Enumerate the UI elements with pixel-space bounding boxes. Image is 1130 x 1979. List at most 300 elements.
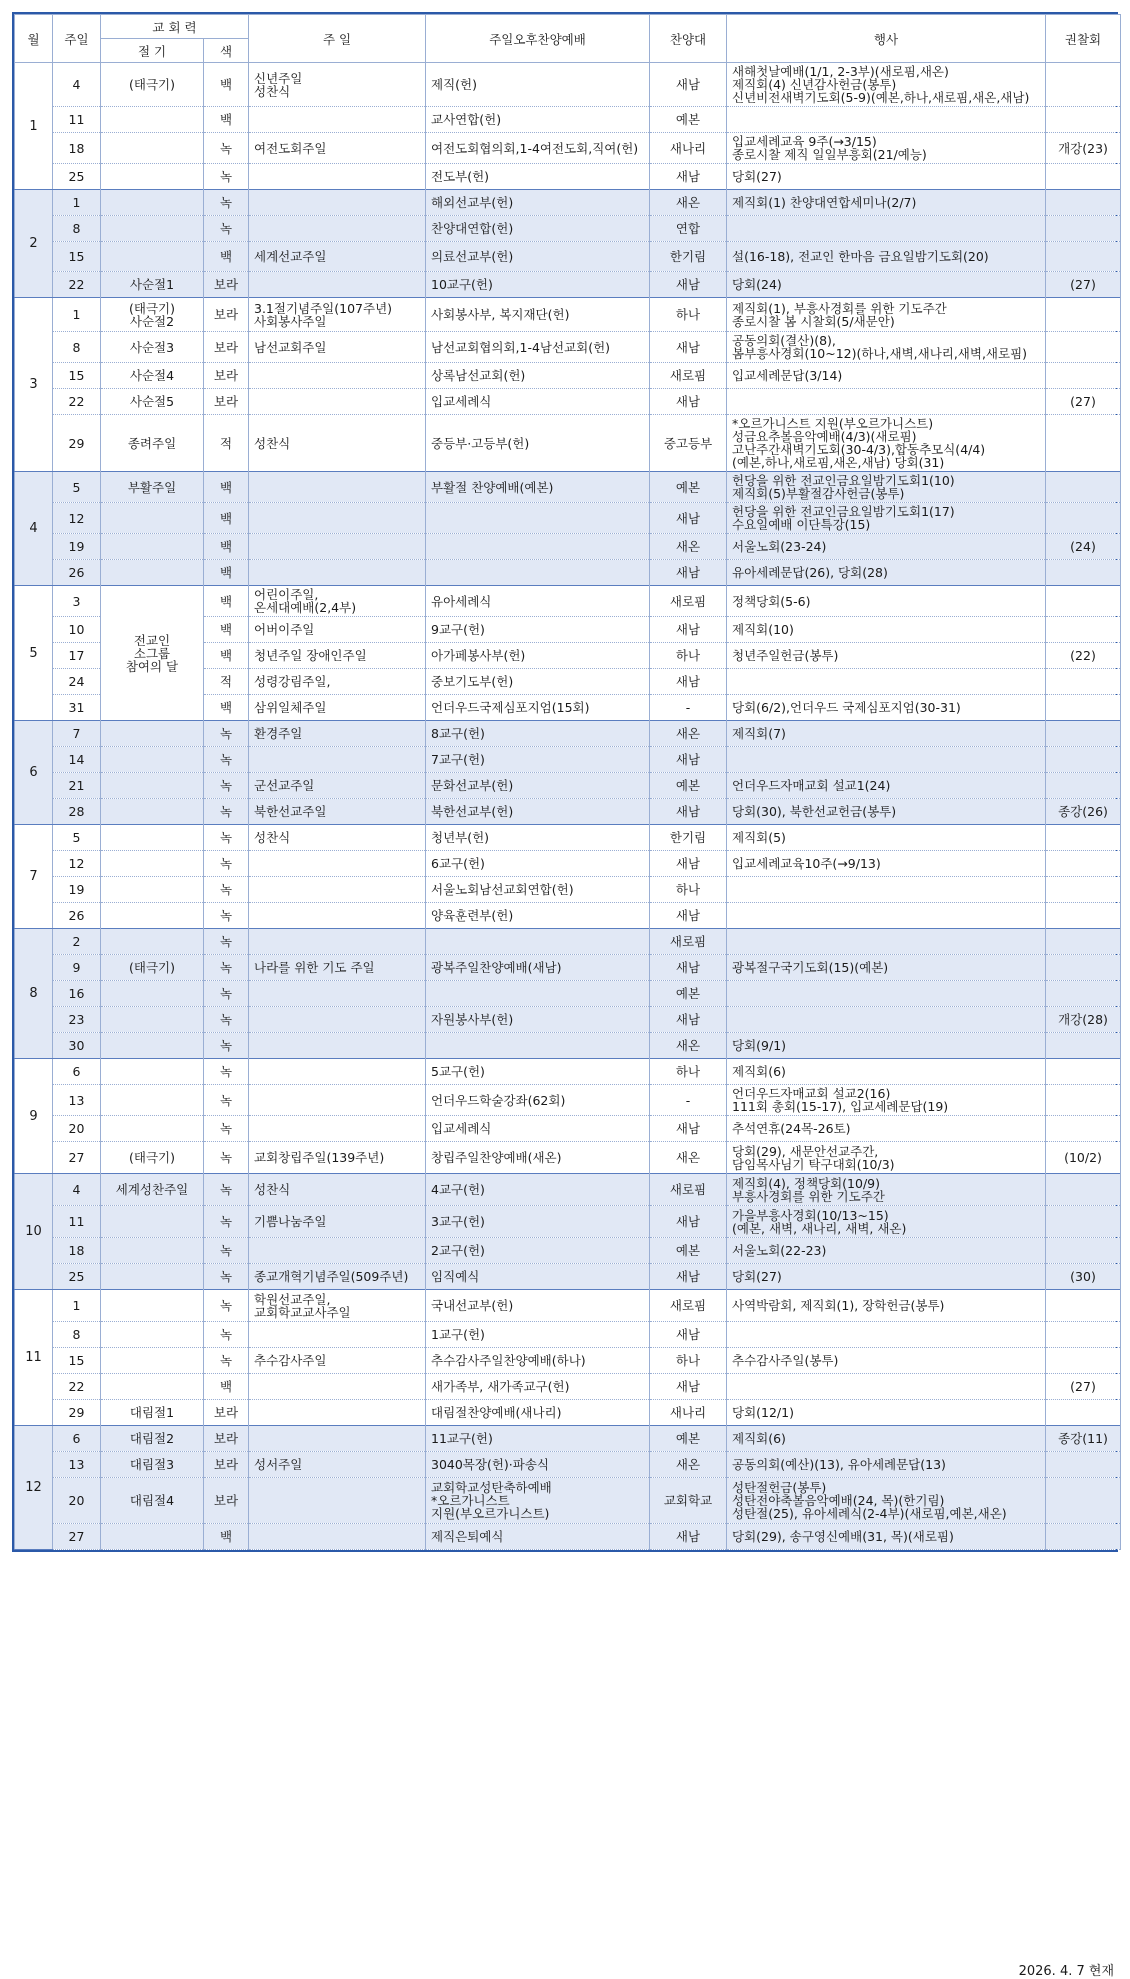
season-cell (101, 903, 204, 929)
week-day-cell: 6 (53, 1059, 101, 1085)
table-row (15, 133, 1121, 164)
table-row (15, 929, 1121, 955)
color-cell: 녹 (204, 1264, 249, 1290)
table-row (15, 1374, 1121, 1400)
choir-cell: 예본 (650, 1238, 727, 1264)
table-row (15, 415, 1121, 472)
week-day-cell: 24 (53, 669, 101, 695)
color-cell: 백 (204, 617, 249, 643)
week-day-cell: 20 (53, 1478, 101, 1524)
table-row (15, 586, 1121, 617)
table-row (15, 1264, 1121, 1290)
week-day-cell: 1 (53, 298, 101, 332)
sunday-cell: 교회창립주일(139주년) (249, 1142, 426, 1174)
month-cell: 7 (15, 825, 53, 929)
afternoon-worship-cell: 여전도회협의회,1-4여전도회,직여(헌) (426, 133, 650, 164)
header-month: 월 (15, 15, 53, 63)
season-cell (101, 1116, 204, 1142)
exhorter-cell: (24) (1046, 534, 1121, 560)
week-day-cell: 22 (53, 1374, 101, 1400)
week-day-cell: 11 (53, 107, 101, 133)
choir-cell: 새로핌 (650, 363, 727, 389)
color-cell: 백 (204, 643, 249, 669)
color-cell: 녹 (204, 903, 249, 929)
header-afternoon-worship: 주일오후찬양예배 (426, 15, 650, 63)
choir-cell: 새나리 (650, 1400, 727, 1426)
header-week: 주일 (53, 15, 101, 63)
week-day-cell: 4 (53, 63, 101, 107)
sunday-cell (249, 1238, 426, 1264)
week-day-cell: 10 (53, 617, 101, 643)
table-row (15, 1085, 1121, 1116)
week-day-cell: 12 (53, 503, 101, 534)
sunday-cell (249, 164, 426, 190)
choir-cell: 새온 (650, 1452, 727, 1478)
exhorter-cell (1046, 107, 1121, 133)
events-cell: 새해첫날예배(1/1, 2-3부)(새로핌,새온) 제직회(4) 신년감사헌금(봉투) 신년비전새벽기도회(5-9)(예본,하나,새로핌,새온,새남) (727, 63, 1046, 107)
sunday-cell: 나라를 위한 기도 주일 (249, 955, 426, 981)
events-cell: 언더우드자매교회 설교2(16) 111회 총회(15-17), 입교세례문답(19) (727, 1085, 1046, 1116)
sunday-cell: 성찬식 (249, 825, 426, 851)
events-cell: 제직회(10) (727, 617, 1046, 643)
table-row (15, 298, 1121, 332)
season-cell (101, 534, 204, 560)
events-cell: 당회(6/2),언더우드 국제심포지엄(30-31) (727, 695, 1046, 721)
sunday-cell (249, 1033, 426, 1059)
table-row (15, 472, 1121, 503)
header-events: 행사 (727, 15, 1046, 63)
season-cell: 대림절1 (101, 1400, 204, 1426)
events-cell: 서울노회(23-24) (727, 534, 1046, 560)
table-row (15, 1426, 1121, 1452)
week-day-cell: 26 (53, 560, 101, 586)
season-cell (101, 560, 204, 586)
afternoon-worship-cell: 7교구(헌) (426, 747, 650, 773)
exhorter-cell (1046, 825, 1121, 851)
afternoon-worship-cell (426, 534, 650, 560)
table-row (15, 107, 1121, 133)
season-cell: 전교인 소그룹 참여의 달 (101, 586, 204, 721)
season-cell (101, 1238, 204, 1264)
events-cell: 설(16-18), 전교인 한마음 금요일밤기도회(20) (727, 242, 1046, 272)
exhorter-cell (1046, 63, 1121, 107)
table-row (15, 216, 1121, 242)
afternoon-worship-cell: 2교구(헌) (426, 1238, 650, 1264)
sunday-cell: 청년주일 장애인주일 (249, 643, 426, 669)
choir-cell: 하나 (650, 1348, 727, 1374)
events-cell: 유아세례문답(26), 당회(28) (727, 560, 1046, 586)
season-cell (101, 1085, 204, 1116)
afternoon-worship-cell: 11교구(헌) (426, 1426, 650, 1452)
choir-cell: 새로핌 (650, 1290, 727, 1322)
week-day-cell: 2 (53, 929, 101, 955)
color-cell: 백 (204, 586, 249, 617)
week-day-cell: 8 (53, 1322, 101, 1348)
color-cell: 녹 (204, 721, 249, 747)
season-cell (101, 747, 204, 773)
week-day-cell: 26 (53, 903, 101, 929)
color-cell: 적 (204, 669, 249, 695)
choir-cell: 하나 (650, 643, 727, 669)
color-cell: 백 (204, 560, 249, 586)
choir-cell: 한기림 (650, 825, 727, 851)
week-day-cell: 6 (53, 1426, 101, 1452)
season-cell (101, 981, 204, 1007)
exhorter-cell: (10/2) (1046, 1142, 1121, 1174)
events-cell: 당회(30), 북한선교헌금(봉투) (727, 799, 1046, 825)
table-row (15, 747, 1121, 773)
exhorter-cell: 개강(23) (1046, 133, 1121, 164)
week-day-cell: 30 (53, 1033, 101, 1059)
season-cell: (태극기) (101, 955, 204, 981)
season-cell (101, 1206, 204, 1238)
choir-cell: 새남 (650, 164, 727, 190)
color-cell: 보라 (204, 1400, 249, 1426)
events-cell: 공동의회(예산)(13), 유아세례문답(13) (727, 1452, 1046, 1478)
exhorter-cell (1046, 1174, 1121, 1206)
header-exhorter-meeting: 권찰회 (1046, 15, 1121, 63)
choir-cell: 새로핌 (650, 929, 727, 955)
afternoon-worship-cell: 새가족부, 새가족교구(헌) (426, 1374, 650, 1400)
season-cell (101, 164, 204, 190)
week-day-cell: 7 (53, 721, 101, 747)
week-day-cell: 19 (53, 534, 101, 560)
choir-cell: 새남 (650, 1007, 727, 1033)
color-cell: 녹 (204, 825, 249, 851)
afternoon-worship-cell (426, 503, 650, 534)
table-row (15, 903, 1121, 929)
events-cell: 성탄절헌금(봉투) 성탄전야축볼음악예배(24, 목)(한기림) 성탄절(25), 유아세례식(2-4부)(새로핌,예본,새온) (727, 1478, 1046, 1524)
table-row (15, 955, 1121, 981)
choir-cell: 새남 (650, 1264, 727, 1290)
sunday-cell (249, 903, 426, 929)
color-cell: 녹 (204, 851, 249, 877)
events-cell: 당회(27) (727, 164, 1046, 190)
sunday-cell: 어린이주일, 온세대예배(2,4부) (249, 586, 426, 617)
sunday-cell (249, 1059, 426, 1085)
sunday-cell: 여전도회주일 (249, 133, 426, 164)
month-cell: 12 (15, 1426, 53, 1550)
color-cell: 보라 (204, 332, 249, 363)
exhorter-cell (1046, 1478, 1121, 1524)
color-cell: 보라 (204, 363, 249, 389)
choir-cell: 새남 (650, 747, 727, 773)
exhorter-cell (1046, 877, 1121, 903)
week-day-cell: 21 (53, 773, 101, 799)
season-cell (101, 721, 204, 747)
exhorter-cell (1046, 1524, 1121, 1550)
table-row (15, 799, 1121, 825)
color-cell: 보라 (204, 1452, 249, 1478)
season-cell (101, 929, 204, 955)
sunday-cell (249, 1322, 426, 1348)
table-row (15, 1478, 1121, 1524)
events-cell: 청년주일헌금(봉투) (727, 643, 1046, 669)
sunday-cell: 종교개혁기념주일(509주년) (249, 1264, 426, 1290)
sunday-cell (249, 1085, 426, 1116)
sunday-cell: 성찬식 (249, 415, 426, 472)
afternoon-worship-cell: 3040목장(헌)·파송식 (426, 1452, 650, 1478)
exhorter-cell (1046, 617, 1121, 643)
afternoon-worship-cell: 입교세례식 (426, 1116, 650, 1142)
table-row (15, 721, 1121, 747)
season-cell (101, 825, 204, 851)
week-day-cell: 23 (53, 1007, 101, 1033)
exhorter-cell (1046, 298, 1121, 332)
sunday-cell (249, 1426, 426, 1452)
table-row (15, 389, 1121, 415)
events-cell: 추석연휴(24목-26토) (727, 1116, 1046, 1142)
exhorter-cell (1046, 1348, 1121, 1374)
afternoon-worship-cell: 남선교회협의회,1-4남선교회(헌) (426, 332, 650, 363)
week-day-cell: 8 (53, 216, 101, 242)
events-cell: 헌당을 위한 전교인금요일밤기도회1(10) 제직회(5)부활절감사헌금(봉투) (727, 472, 1046, 503)
sunday-cell: 3.1절기념주일(107주년) 사회봉사주일 (249, 298, 426, 332)
week-day-cell: 19 (53, 877, 101, 903)
exhorter-cell (1046, 586, 1121, 617)
month-cell: 1 (15, 63, 53, 190)
season-cell (101, 799, 204, 825)
afternoon-worship-cell: 입교세례식 (426, 389, 650, 415)
exhorter-cell (1046, 503, 1121, 534)
choir-cell: 중고등부 (650, 415, 727, 472)
exhorter-cell: 종강(11) (1046, 1426, 1121, 1452)
afternoon-worship-cell: 국내선교부(헌) (426, 1290, 650, 1322)
afternoon-worship-cell: 양육훈련부(헌) (426, 903, 650, 929)
exhorter-cell (1046, 1033, 1121, 1059)
events-cell (727, 981, 1046, 1007)
week-day-cell: 3 (53, 586, 101, 617)
choir-cell: 새남 (650, 851, 727, 877)
color-cell: 보라 (204, 1426, 249, 1452)
color-cell: 백 (204, 107, 249, 133)
color-cell: 보라 (204, 1478, 249, 1524)
events-cell: 제직회(7) (727, 721, 1046, 747)
sunday-cell (249, 363, 426, 389)
choir-cell: 새온 (650, 534, 727, 560)
events-cell (727, 747, 1046, 773)
month-cell: 11 (15, 1290, 53, 1426)
events-cell: 제직회(4), 정책당회(10/9) 부흥사경회를 위한 기도주간 (727, 1174, 1046, 1206)
header-sunday: 주 일 (249, 15, 426, 63)
sunday-cell (249, 190, 426, 216)
season-cell (101, 1348, 204, 1374)
sunday-cell (249, 503, 426, 534)
week-day-cell: 27 (53, 1524, 101, 1550)
events-cell: 제직회(6) (727, 1059, 1046, 1085)
choir-cell: 하나 (650, 877, 727, 903)
as-of-date: 2026. 4. 7 현재 (1018, 1964, 1114, 1979)
color-cell: 녹 (204, 1238, 249, 1264)
exhorter-cell (1046, 1059, 1121, 1085)
afternoon-worship-cell: 10교구(헌) (426, 272, 650, 298)
events-cell: 제직회(1), 부흥사경회를 위한 기도주간 종로시찰 봄 시찰회(5/새문안) (727, 298, 1046, 332)
month-cell: 2 (15, 190, 53, 298)
week-day-cell: 13 (53, 1085, 101, 1116)
afternoon-worship-cell: 서울노회남선교회연합(헌) (426, 877, 650, 903)
week-day-cell: 31 (53, 695, 101, 721)
color-cell: 녹 (204, 1290, 249, 1322)
week-day-cell: 27 (53, 1142, 101, 1174)
events-cell: 제직회(5) (727, 825, 1046, 851)
table-row (15, 332, 1121, 363)
events-cell: 헌당을 위한 전교인금요일밤기도회1(17) 수요일예배 이단특강(15) (727, 503, 1046, 534)
afternoon-worship-cell: 1교구(헌) (426, 1322, 650, 1348)
events-cell: 당회(29), 송구영신예배(31, 목)(새로핌) (727, 1524, 1046, 1550)
month-cell: 5 (15, 586, 53, 721)
table-row (15, 877, 1121, 903)
season-cell (101, 216, 204, 242)
table-row (15, 851, 1121, 877)
afternoon-worship-cell: 중등부·고등부(헌) (426, 415, 650, 472)
afternoon-worship-cell: 4교구(헌) (426, 1174, 650, 1206)
season-cell: 사순절3 (101, 332, 204, 363)
season-cell: (태극기) (101, 1142, 204, 1174)
week-day-cell: 22 (53, 272, 101, 298)
exhorter-cell: (27) (1046, 389, 1121, 415)
color-cell: 녹 (204, 1142, 249, 1174)
choir-cell: 새남 (650, 1116, 727, 1142)
color-cell: 녹 (204, 216, 249, 242)
season-cell: 대림절2 (101, 1426, 204, 1452)
exhorter-cell (1046, 472, 1121, 503)
afternoon-worship-cell: 대림절찬양예배(새나리) (426, 1400, 650, 1426)
exhorter-cell (1046, 164, 1121, 190)
color-cell: 녹 (204, 1033, 249, 1059)
events-cell: 제직회(6) (727, 1426, 1046, 1452)
sunday-cell (249, 929, 426, 955)
color-cell: 녹 (204, 1322, 249, 1348)
choir-cell: 새나리 (650, 133, 727, 164)
afternoon-worship-cell: 5교구(헌) (426, 1059, 650, 1085)
sunday-cell: 삼위일체주일 (249, 695, 426, 721)
sunday-cell: 세계선교주일 (249, 242, 426, 272)
events-cell: 정책당회(5-6) (727, 586, 1046, 617)
week-day-cell: 29 (53, 415, 101, 472)
afternoon-worship-cell: 북한선교부(헌) (426, 799, 650, 825)
exhorter-cell (1046, 981, 1121, 1007)
table-row (15, 981, 1121, 1007)
choir-cell: 새남 (650, 560, 727, 586)
exhorter-cell (1046, 1116, 1121, 1142)
table-row (15, 1238, 1121, 1264)
sunday-cell (249, 272, 426, 298)
season-cell (101, 877, 204, 903)
afternoon-worship-cell: 광복주일찬양예배(새남) (426, 955, 650, 981)
color-cell: 녹 (204, 877, 249, 903)
table-row (15, 1524, 1121, 1550)
table-row (15, 503, 1121, 534)
color-cell: 백 (204, 1524, 249, 1550)
table-row (15, 534, 1121, 560)
events-cell: 당회(24) (727, 272, 1046, 298)
week-day-cell: 14 (53, 747, 101, 773)
week-day-cell: 15 (53, 1348, 101, 1374)
afternoon-worship-cell: 청년부(헌) (426, 825, 650, 851)
choir-cell: 교회학교 (650, 1478, 727, 1524)
month-cell: 6 (15, 721, 53, 825)
choir-cell: 새남 (650, 1524, 727, 1550)
sunday-cell: 군선교주일 (249, 773, 426, 799)
color-cell: 적 (204, 415, 249, 472)
sunday-cell: 추수감사주일 (249, 1348, 426, 1374)
afternoon-worship-cell: 창립주일찬양예배(새온) (426, 1142, 650, 1174)
table-row (15, 242, 1121, 272)
choir-cell: 새남 (650, 332, 727, 363)
month-cell: 10 (15, 1174, 53, 1290)
table-row (15, 1400, 1121, 1426)
events-cell: 입교세례문답(3/14) (727, 363, 1046, 389)
color-cell: 보라 (204, 298, 249, 332)
choir-cell: 새온 (650, 1142, 727, 1174)
season-cell (101, 133, 204, 164)
table-row (15, 1206, 1121, 1238)
sunday-cell: 성령강림주일, (249, 669, 426, 695)
choir-cell: 예본 (650, 1426, 727, 1452)
events-cell (727, 107, 1046, 133)
afternoon-worship-cell: 임직예식 (426, 1264, 650, 1290)
events-cell (727, 1374, 1046, 1400)
exhorter-cell (1046, 1085, 1121, 1116)
week-day-cell: 29 (53, 1400, 101, 1426)
exhorter-cell: 종강(26) (1046, 799, 1121, 825)
week-day-cell: 12 (53, 851, 101, 877)
events-cell: 입교세례교육 9주(→3/15) 종로시찰 제직 일일부흥회(21/예능) (727, 133, 1046, 164)
choir-cell: 새남 (650, 63, 727, 107)
color-cell: 녹 (204, 133, 249, 164)
month-cell: 3 (15, 298, 53, 472)
color-cell: 백 (204, 242, 249, 272)
table-row (15, 1322, 1121, 1348)
color-cell: 백 (204, 695, 249, 721)
week-day-cell: 22 (53, 389, 101, 415)
week-day-cell: 4 (53, 1174, 101, 1206)
table-row (15, 1348, 1121, 1374)
choir-cell: 새남 (650, 799, 727, 825)
afternoon-worship-cell: 상록남선교회(헌) (426, 363, 650, 389)
exhorter-cell (1046, 1322, 1121, 1348)
afternoon-worship-cell (426, 929, 650, 955)
choir-cell: 새남 (650, 1374, 727, 1400)
week-day-cell: 8 (53, 332, 101, 363)
exhorter-cell: (27) (1046, 1374, 1121, 1400)
sunday-cell: 학원선교주일, 교회학교교사주일 (249, 1290, 426, 1322)
events-cell (727, 903, 1046, 929)
table-row (15, 1116, 1121, 1142)
exhorter-cell (1046, 695, 1121, 721)
week-day-cell: 15 (53, 242, 101, 272)
events-cell: 당회(29), 새문안선교주간, 담임목사님기 탁구대회(10/3) (727, 1142, 1046, 1174)
choir-cell: - (650, 695, 727, 721)
color-cell: 녹 (204, 1116, 249, 1142)
afternoon-worship-cell: 8교구(헌) (426, 721, 650, 747)
exhorter-cell (1046, 190, 1121, 216)
choir-cell: 새로핌 (650, 586, 727, 617)
sunday-cell (249, 747, 426, 773)
color-cell: 녹 (204, 1174, 249, 1206)
afternoon-worship-cell: 문화선교부(헌) (426, 773, 650, 799)
events-cell (727, 1322, 1046, 1348)
afternoon-worship-cell: 9교구(헌) (426, 617, 650, 643)
choir-cell: 한기림 (650, 242, 727, 272)
table-row (15, 1059, 1121, 1085)
exhorter-cell (1046, 216, 1121, 242)
events-cell: 제직회(1) 찬양대연합세미나(2/7) (727, 190, 1046, 216)
afternoon-worship-cell: 부활절 찬양예배(예본) (426, 472, 650, 503)
sunday-cell (249, 534, 426, 560)
week-day-cell: 25 (53, 1264, 101, 1290)
events-cell: 광복절구국기도회(15)(예본) (727, 955, 1046, 981)
